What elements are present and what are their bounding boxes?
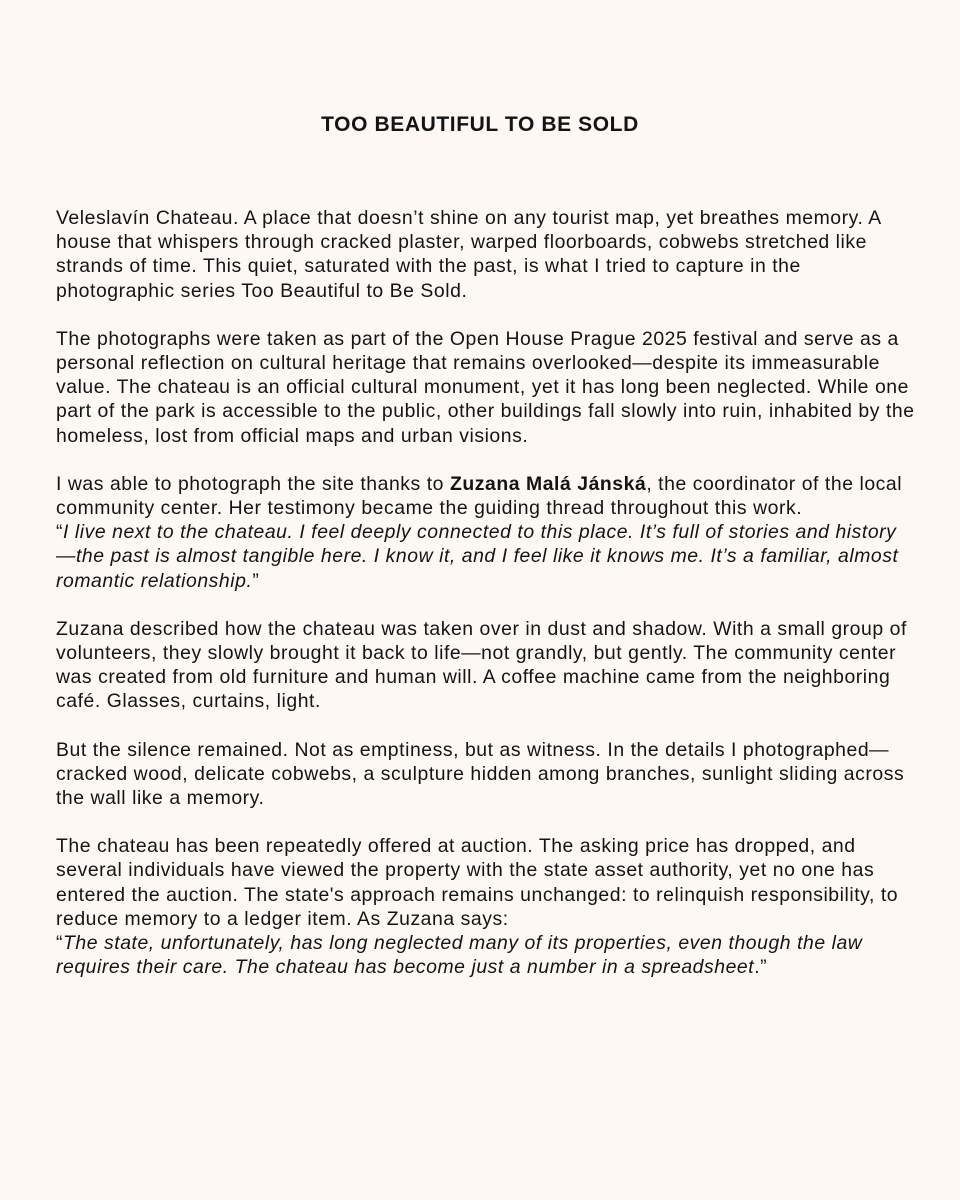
auction-text: The chateau has been repeatedly offered at auction. The asking price has dropped, and several individuals have viewed the property with the state asset authority, yet no one has entered the auction. The state's approach remains unchanged: to relinquish responsibility, to reduce memory to a ledger item. As Zuzana says: — [56, 835, 899, 930]
quote-open-mark: “ — [56, 521, 64, 544]
testimony-quote: I live next to the chateau. I feel deeply connected to this place. It’s full of stories and history—the past is almost tangible here. I know it, and I feel like it knows me. It’s a familiar, almost romantic relationship. — [56, 521, 899, 592]
state-quote: The state, unfortunately, has long neglected many of its properties, even though the law requires their care. The chateau has become just a number in a spreadsheet — [56, 932, 863, 979]
quote-open-mark: “ — [56, 932, 64, 955]
article-body — [56, 206, 916, 1003]
testimony-intro-text: I was able to photograph the site thanks to — [56, 472, 450, 495]
testimony-role-text: , the coordinator of the local community center. Her testimony became the guiding thread throughout this work. — [56, 472, 903, 520]
paragraph-revival: Zuzana described how the chateau was taken over in dust and shadow. With a small group of volunteers, they slowly brought it back to life—not grandly, but gently. The community center was created from old furniture and human will. A coffee machine came from the neighboring café. Glasses, curtains, light. — [56, 617, 907, 713]
article-title: TOO BEAUTIFUL TO BE SOLD — [321, 113, 639, 136]
quote-close-mark: ” — [252, 569, 260, 592]
paragraph-testimony — [56, 472, 916, 593]
paragraph-intro: Veleslavín Chateau. A place that doesn’t shine on any tourist map, yet breathes memory. A house that whispers through cracked plaster, warped floorboards, cobwebs stretched like strands of time. This quiet, saturated with the past, is what I tried to capture in the photographic series Too Beautiful to Be Sold. — [56, 207, 881, 302]
paragraph-auction — [56, 834, 916, 979]
paragraph-silence: But the silence remained. Not as emptiness, but as witness. In the details I photographed—cracked wood, delicate cobwebs, a sculpture hidden among branches, sunlight sliding across the wall like a memory. — [56, 738, 905, 810]
paragraph-festival: The photographs were taken as part of the Open House Prague 2025 festival and serve as a personal reflection on cultural heritage that remains overlooked—despite its immeasurable value. The chateau is an official cultural monument, yet it has long been neglected. While one part of the park is accessible to the public, other buildings fall slowly into ruin, inhabited by the homeless, lost from official maps and urban visions. — [56, 327, 915, 447]
quote-close-mark: .” — [754, 956, 768, 979]
person-name: Zuzana Malá Jánská — [449, 472, 647, 495]
